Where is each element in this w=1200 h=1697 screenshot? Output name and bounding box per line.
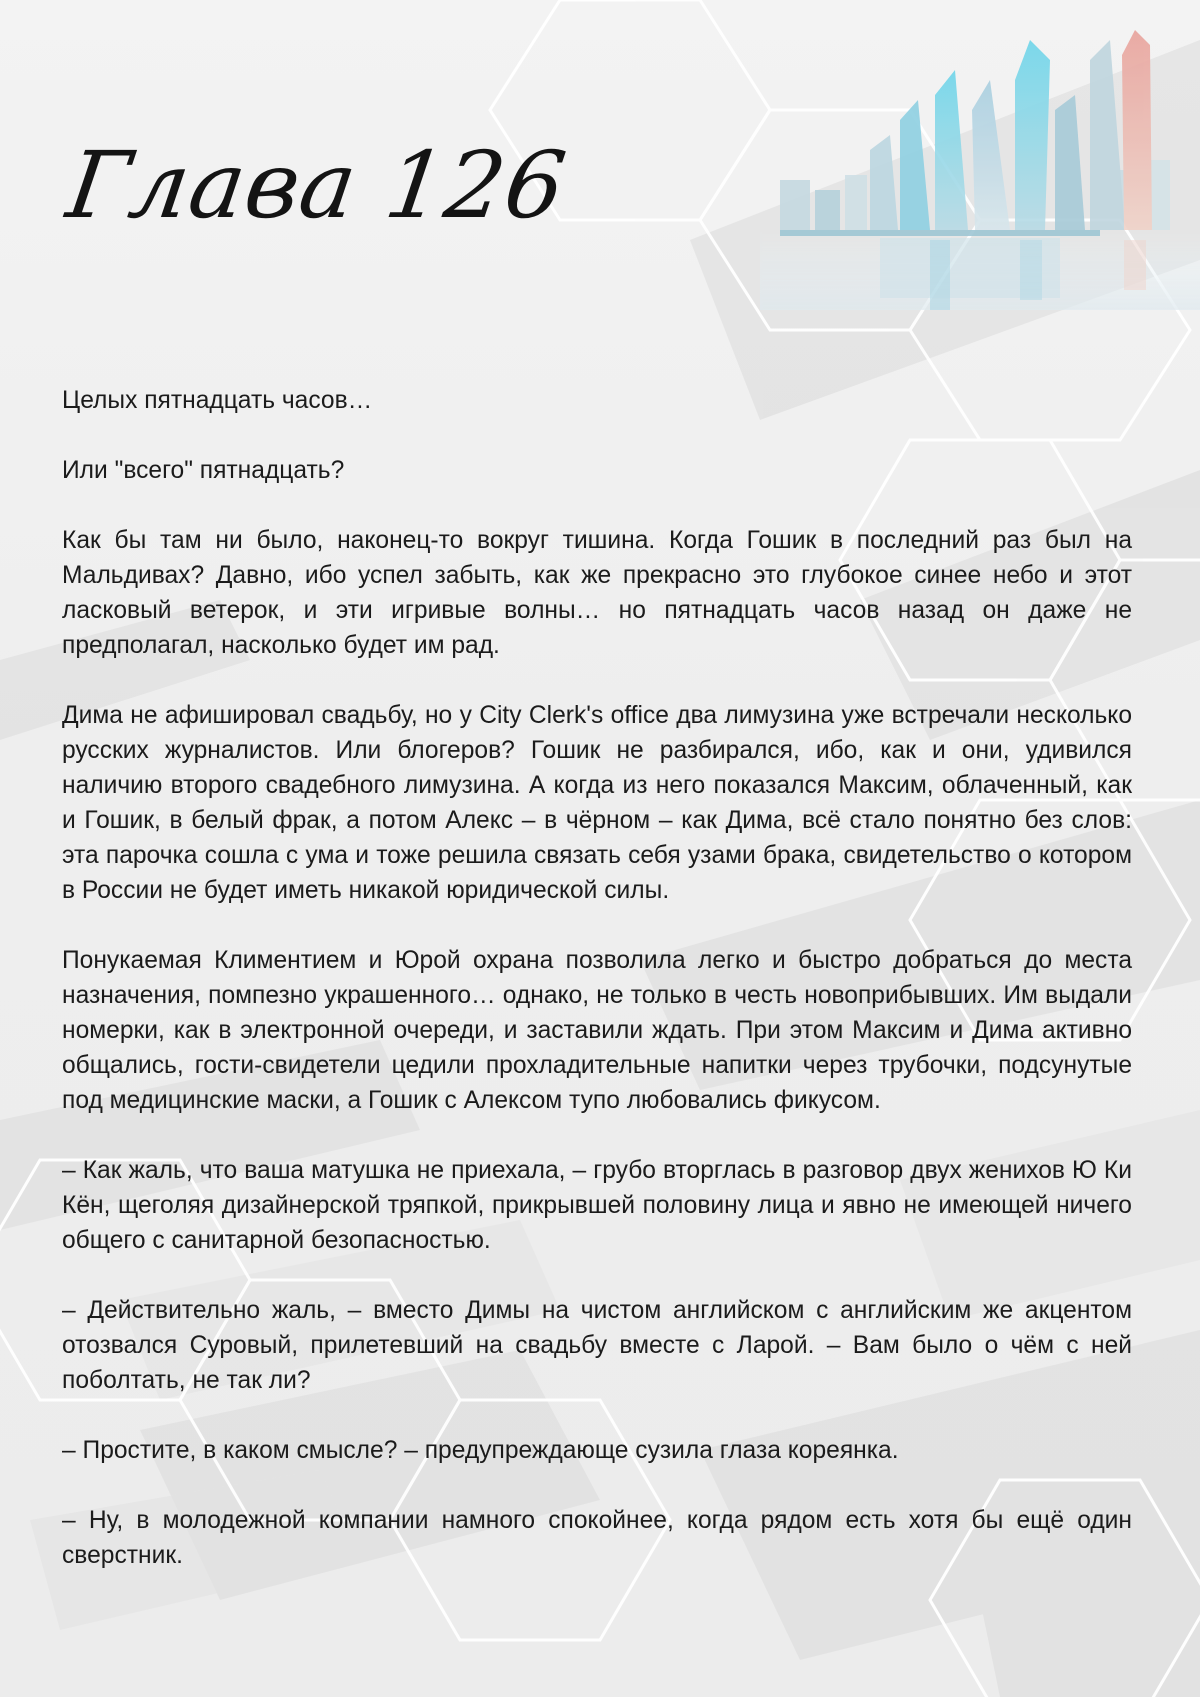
paragraph: Как бы там ни было, наконец-то вокруг тишина. Когда Гошик в последний раз был на Мальдивах? Давно, ибо успел забыть, как же прекрасно это глубокое синее небо и этот ласковый ветерок, и эти игривые волны… но пятнадцать часов назад он даже не предполагал, насколько будет им рад. <box>62 527 1132 659</box>
paragraph: – Действительно жаль, – вместо Димы на чистом английском с английским же акцентом отозвался Суровый, прилетевший на свадьбу вместе с Ларой. – Вам было о чём с ней поболтать, не так ли? <box>62 1297 1132 1394</box>
paragraph: – Ну, в молодежной компании намного спокойнее, когда рядом есть хотя бы ещё один сверстник. <box>62 1507 1132 1569</box>
paragraph: – Простите, в каком смысле? – предупреждающе сузила глаза кореянка. <box>62 1437 899 1464</box>
paragraph: Или "всего" пятнадцать? <box>62 457 345 484</box>
paragraph: Понукаемая Климентием и Юрой охрана позволила легко и быстро добраться до места назначения, помпезно украшенного… однако, не только в честь новоприбывших. Им выдали номерки, как в электронной очереди, и заставили ждать. При этом Максим и Дима активно общались, гости-свидетели цедили прохладительные напитки через трубочки, подсунутые под медицинские маски, а Гошик с Алексом тупо любовались фикусом. <box>62 947 1132 1114</box>
paragraph: – Как жаль, что ваша матушка не приехала, – грубо вторглась в разговор двух женихов Ю Ки Кён, щеголяя дизайнерской тряпкой, прикрывшей половину лица и явно не имеющей ничего общего с санитарной безопасностью. <box>62 1157 1132 1254</box>
paragraph: Дима не афишировал свадьбу, но у City Clerk's office два лимузина уже встречали несколько русских журналистов. Или блогеров? Гошик не разбирался, ибо, как и они, удивился наличию второго свадебного лимузина. А когда из него показался Максим, облаченный, как и Гошик, в белый фрак, а потом Алекс – в чёрном – как Дима, всё стало понятно без слов: эта парочка сошла с ума и тоже решила связать себя узами брака, свидетельство о котором в России не будет иметь никакой юридической силы. <box>62 702 1132 904</box>
chapter-title: Глава 126 <box>61 132 573 239</box>
paragraph: Целых пятнадцать часов… <box>62 387 373 414</box>
chapter-text <box>62 383 1132 1608</box>
city-skyline-image <box>760 30 1200 310</box>
